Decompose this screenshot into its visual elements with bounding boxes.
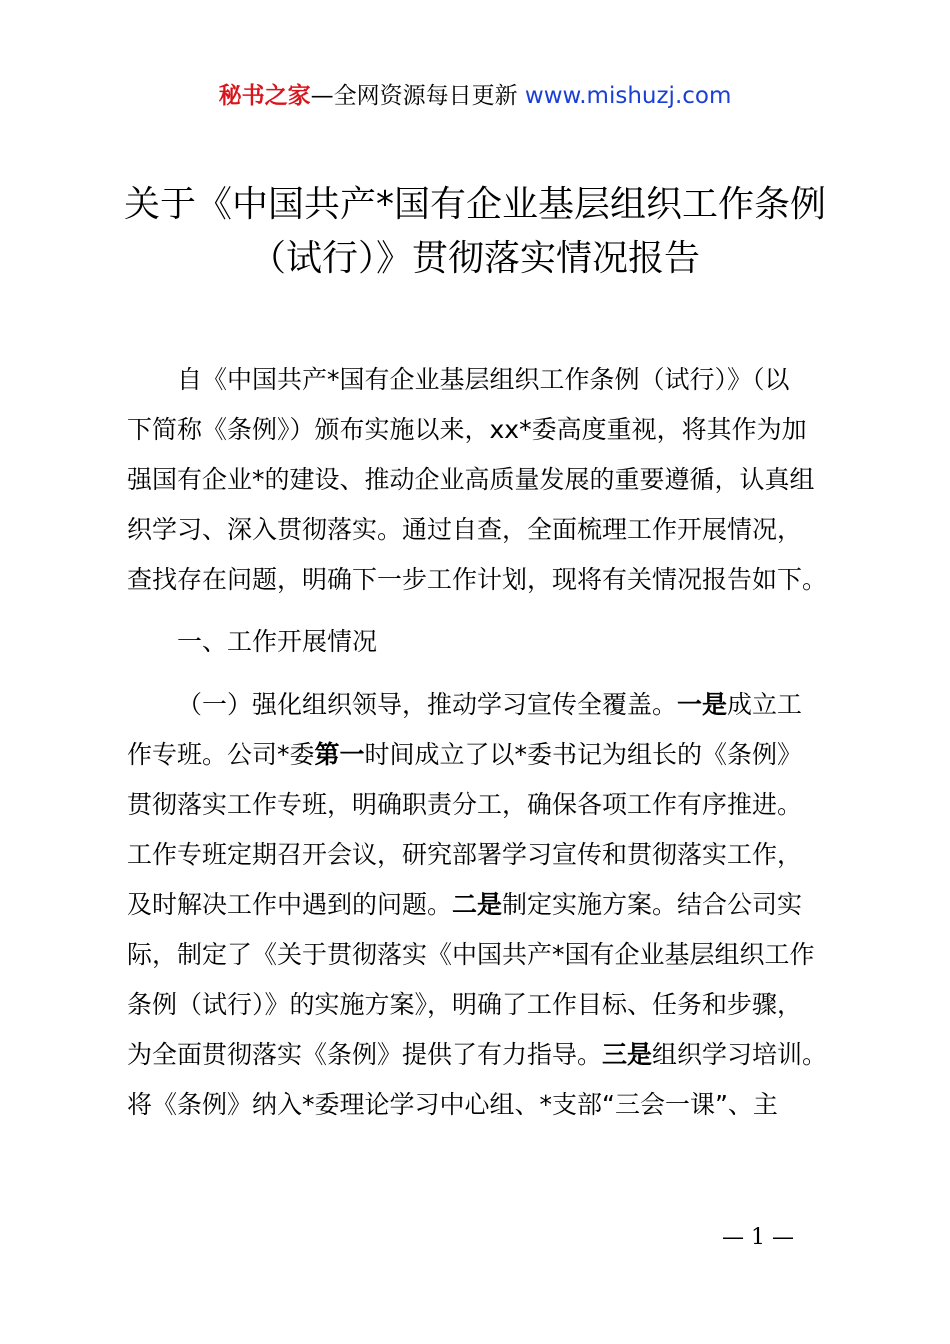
subsection-heading: （一）强化组织领导，推动学习宣传全覆盖。: [177, 690, 678, 719]
paragraph-line: [127, 730, 847, 780]
paragraph-line: 贯彻落实工作专班，明确职责分工，确保各项工作有序推进。: [127, 790, 803, 819]
site-banner: [0, 80, 950, 112]
title-line-1: 关于《中国共产*国有企业基层组织工作条例: [123, 184, 826, 225]
intro-line: 自《中国共产*国有企业基层组织工作条例（试行）》（以: [177, 365, 790, 394]
intro-line: 下简称《条例》）颁布实施以来，xx*委高度重视，将其作为加: [127, 415, 807, 444]
paragraph-line: [127, 1030, 847, 1080]
banner-slogan: —全网资源每日更新: [310, 83, 518, 109]
intro-line: 织学习、深入贯彻落实。通过自查，全面梳理工作开展情况，: [127, 515, 803, 544]
paragraph-line: [127, 880, 847, 930]
intro-line: 强国有企业*的建设、推动企业高质量发展的重要遵循，认真组: [127, 465, 815, 494]
subsection-paragraph: [127, 680, 847, 1130]
emphasis-text: 第一: [314, 740, 365, 769]
section-1-heading: 一、工作开展情况: [177, 627, 378, 656]
paragraph-line: 条例（试行）》的实施方案》，明确了工作目标、任务和步骤，: [127, 990, 803, 1019]
text-run: 时间成立了以*委书记为组长的《条例》: [364, 740, 803, 769]
text-run: 成立工: [727, 690, 803, 719]
emphasis-second: 二是: [452, 890, 503, 919]
text-run: 制定实施方案。结合公司实: [502, 890, 803, 919]
paragraph-line: [127, 680, 847, 730]
text-run: 组织学习培训。: [652, 1040, 828, 1069]
emphasis-first: 一是: [677, 690, 728, 719]
paragraph-line: 将《条例》纳入*委理论学习中心组、*支部“三会一课”、主: [127, 1090, 778, 1119]
text-run: 为全面贯彻落实《条例》提供了有力指导。: [127, 1040, 603, 1069]
paragraph-line: 工作专班定期召开会议，研究部署学习宣传和贯彻落实工作，: [127, 840, 803, 869]
brand-name: 秘书之家: [218, 83, 311, 109]
emphasis-third: 三是: [602, 1040, 653, 1069]
site-url-link[interactable]: www.mishuzj.com: [524, 83, 732, 109]
text-run: 及时解决工作中遇到的问题。: [127, 890, 453, 919]
section-heading: [127, 617, 847, 667]
text-run: 作专班。公司*委: [127, 740, 315, 769]
paragraph-line: 际，制定了《关于贯彻落实《中国共产*国有企业基层组织工作: [127, 940, 815, 969]
page-number: — 1 —: [722, 1225, 794, 1250]
title-line-2: （试行）》贯彻落实情况报告: [249, 238, 700, 279]
intro-paragraph: [127, 355, 847, 605]
intro-line: 查找存在问题，明确下一步工作计划，现将有关情况报告如下。: [127, 565, 828, 594]
document-title: [60, 178, 890, 286]
